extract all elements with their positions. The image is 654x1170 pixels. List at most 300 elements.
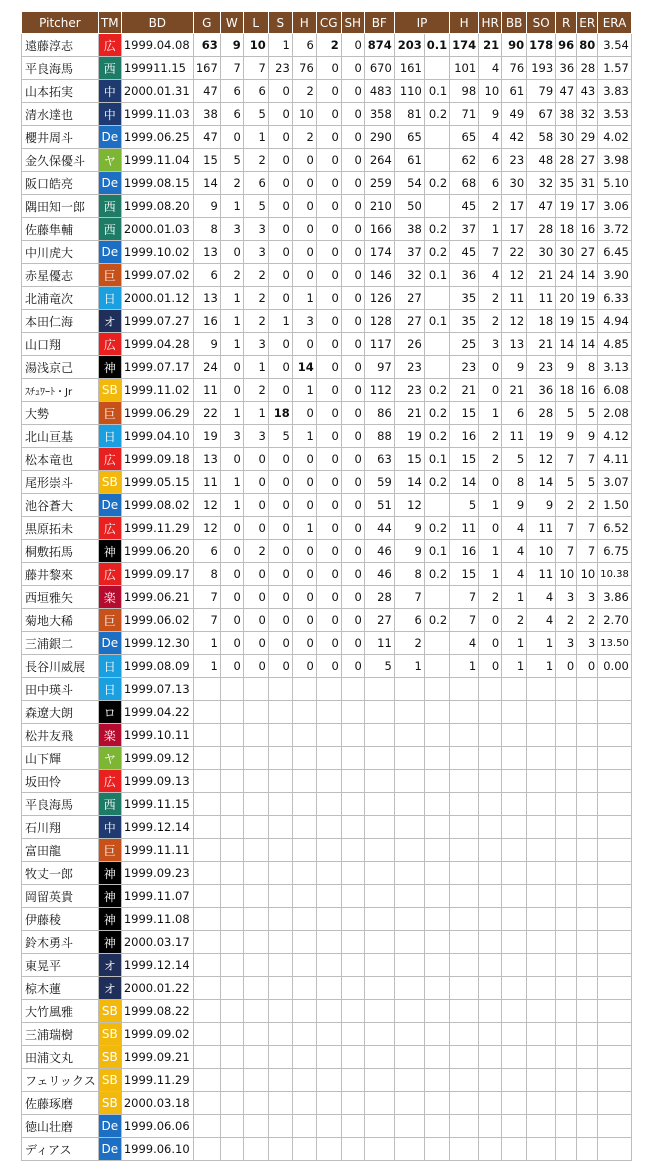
stat-cell bbox=[450, 678, 479, 701]
column-header: BF bbox=[364, 12, 394, 34]
stat-cell: 126 bbox=[364, 287, 394, 310]
column-header: H bbox=[450, 12, 479, 34]
stat-cell bbox=[316, 1069, 341, 1092]
stat-cell: 17 bbox=[577, 195, 598, 218]
birth-date: 2000.03.18 bbox=[121, 1092, 193, 1115]
stat-cell: 0.2 bbox=[424, 563, 449, 586]
stat-cell bbox=[193, 1138, 220, 1161]
birth-date: 1999.11.29 bbox=[121, 517, 193, 540]
stat-cell: 0 bbox=[479, 517, 502, 540]
stat-cell bbox=[292, 816, 316, 839]
stat-cell: 0 bbox=[268, 126, 292, 149]
table-row bbox=[22, 57, 632, 80]
stat-cell: 6 bbox=[193, 264, 220, 287]
birth-date: 1999.04.08 bbox=[121, 34, 193, 57]
stat-cell bbox=[598, 793, 632, 816]
stat-cell bbox=[292, 862, 316, 885]
stat-cell bbox=[394, 701, 424, 724]
stat-cell bbox=[292, 1000, 316, 1023]
stat-cell bbox=[268, 747, 292, 770]
stat-cell bbox=[394, 747, 424, 770]
stat-cell bbox=[527, 885, 556, 908]
stat-cell: 9 bbox=[527, 494, 556, 517]
stat-cell: 1 bbox=[292, 379, 316, 402]
stat-cell bbox=[243, 885, 268, 908]
stat-cell: 3 bbox=[220, 425, 243, 448]
stat-cell: 14 bbox=[193, 172, 220, 195]
stat-cell: 112 bbox=[364, 379, 394, 402]
birth-date: 1999.09.18 bbox=[121, 448, 193, 471]
pitcher-name: 池谷蒼大 bbox=[22, 494, 99, 517]
stat-cell: 5 bbox=[556, 471, 577, 494]
stat-cell: 0 bbox=[316, 57, 341, 80]
stat-cell: 28 bbox=[556, 149, 577, 172]
stat-cell bbox=[556, 954, 577, 977]
stat-cell bbox=[502, 1069, 527, 1092]
stat-cell bbox=[268, 770, 292, 793]
stat-cell: 9 bbox=[577, 425, 598, 448]
stat-cell bbox=[341, 908, 364, 931]
stat-cell bbox=[193, 770, 220, 793]
stat-cell: 11 bbox=[527, 287, 556, 310]
stat-cell: 44 bbox=[364, 517, 394, 540]
stat-cell: 1 bbox=[220, 310, 243, 333]
stat-cell bbox=[450, 954, 479, 977]
stat-cell bbox=[316, 954, 341, 977]
birth-date: 1999.10.02 bbox=[121, 241, 193, 264]
stat-cell: 1 bbox=[527, 632, 556, 655]
stat-cell bbox=[292, 954, 316, 977]
stat-cell bbox=[268, 1023, 292, 1046]
stat-cell bbox=[268, 954, 292, 977]
stat-cell: 0 bbox=[268, 379, 292, 402]
stat-cell bbox=[341, 1069, 364, 1092]
stat-cell bbox=[424, 770, 449, 793]
stat-cell: 23 bbox=[394, 379, 424, 402]
table-row bbox=[22, 80, 632, 103]
stat-cell: 9 bbox=[556, 425, 577, 448]
team-badge: 広 bbox=[98, 563, 121, 586]
stat-cell: 0 bbox=[316, 471, 341, 494]
stat-cell bbox=[527, 931, 556, 954]
stat-cell: 0 bbox=[268, 172, 292, 195]
stat-cell bbox=[220, 908, 243, 931]
table-row bbox=[22, 701, 632, 724]
stat-cell: 38 bbox=[556, 103, 577, 126]
stat-cell bbox=[598, 1138, 632, 1161]
stat-cell: 47 bbox=[527, 195, 556, 218]
stat-cell: 0.2 bbox=[424, 172, 449, 195]
stat-cell: 0 bbox=[341, 494, 364, 517]
table-row bbox=[22, 195, 632, 218]
stat-cell: 98 bbox=[450, 80, 479, 103]
stat-cell: 3.86 bbox=[598, 586, 632, 609]
stat-cell: 0 bbox=[220, 586, 243, 609]
stat-cell: 2 bbox=[502, 609, 527, 632]
stat-cell: 0 bbox=[341, 586, 364, 609]
stat-cell bbox=[527, 954, 556, 977]
stat-cell bbox=[243, 862, 268, 885]
stat-cell: 0 bbox=[268, 80, 292, 103]
stat-cell bbox=[479, 931, 502, 954]
stat-cell bbox=[394, 885, 424, 908]
stat-cell: 3 bbox=[556, 586, 577, 609]
stat-cell bbox=[364, 793, 394, 816]
stat-cell: 0 bbox=[268, 448, 292, 471]
stat-cell: 0 bbox=[316, 80, 341, 103]
table-row bbox=[22, 379, 632, 402]
team-badge: ヤ bbox=[98, 149, 121, 172]
stat-cell bbox=[243, 816, 268, 839]
stat-cell bbox=[364, 678, 394, 701]
table-row bbox=[22, 839, 632, 862]
stat-cell: 15 bbox=[450, 402, 479, 425]
team-badge: De bbox=[98, 1138, 121, 1161]
stat-cell: 19 bbox=[556, 195, 577, 218]
stat-cell: 46 bbox=[364, 563, 394, 586]
stat-cell bbox=[424, 655, 449, 678]
stat-cell: 0.1 bbox=[424, 264, 449, 287]
stat-cell: 16 bbox=[193, 310, 220, 333]
stat-cell bbox=[268, 793, 292, 816]
stat-cell: 27 bbox=[577, 241, 598, 264]
table-row bbox=[22, 241, 632, 264]
stat-cell bbox=[502, 862, 527, 885]
stat-cell: 14 bbox=[292, 356, 316, 379]
stat-cell bbox=[364, 931, 394, 954]
stat-cell: 1 bbox=[268, 310, 292, 333]
stat-cell: 43 bbox=[577, 80, 598, 103]
birth-date: 1999.08.15 bbox=[121, 172, 193, 195]
stat-cell: 19 bbox=[193, 425, 220, 448]
stat-cell: 2.08 bbox=[598, 402, 632, 425]
stat-cell: 11 bbox=[193, 471, 220, 494]
stat-cell: 7 bbox=[450, 609, 479, 632]
stat-cell: 1 bbox=[220, 195, 243, 218]
stat-cell bbox=[424, 977, 449, 1000]
stat-cell bbox=[394, 1023, 424, 1046]
stat-cell bbox=[243, 1023, 268, 1046]
stat-cell bbox=[364, 885, 394, 908]
stat-cell bbox=[450, 793, 479, 816]
stat-cell: 6 bbox=[479, 149, 502, 172]
stat-cell bbox=[424, 586, 449, 609]
stat-cell: 0 bbox=[316, 149, 341, 172]
table-row bbox=[22, 402, 632, 425]
stat-cell: 0 bbox=[243, 494, 268, 517]
stat-cell bbox=[316, 931, 341, 954]
stat-cell: 12 bbox=[527, 448, 556, 471]
stat-cell: 48 bbox=[527, 149, 556, 172]
stat-cell: 0 bbox=[479, 356, 502, 379]
stat-cell bbox=[424, 701, 449, 724]
birth-date: 1999.11.15 bbox=[121, 793, 193, 816]
stat-cell: 10 bbox=[577, 563, 598, 586]
stat-cell bbox=[598, 954, 632, 977]
stat-cell: 0 bbox=[341, 402, 364, 425]
stat-cell: 37 bbox=[394, 241, 424, 264]
stat-cell: 23 bbox=[450, 356, 479, 379]
team-badge: 日 bbox=[98, 678, 121, 701]
stat-cell bbox=[268, 1069, 292, 1092]
stat-cell: 0.1 bbox=[424, 34, 449, 57]
birth-date: 2000.03.17 bbox=[121, 931, 193, 954]
stat-cell bbox=[341, 724, 364, 747]
stat-cell: 0 bbox=[220, 241, 243, 264]
stat-cell bbox=[394, 1000, 424, 1023]
stat-cell bbox=[341, 1046, 364, 1069]
stat-cell bbox=[577, 885, 598, 908]
pitcher-name: 坂田怜 bbox=[22, 770, 99, 793]
stat-cell: 0 bbox=[316, 264, 341, 287]
stat-cell bbox=[220, 885, 243, 908]
birth-date: 1999.06.10 bbox=[121, 1138, 193, 1161]
stat-cell: 1 bbox=[220, 402, 243, 425]
stat-cell: 6 bbox=[394, 609, 424, 632]
stat-cell: 47 bbox=[556, 80, 577, 103]
team-badge: SB bbox=[98, 1023, 121, 1046]
stat-cell bbox=[577, 1000, 598, 1023]
birth-date: 2000.01.31 bbox=[121, 80, 193, 103]
birth-date: 1999.04.10 bbox=[121, 425, 193, 448]
stat-cell bbox=[243, 1000, 268, 1023]
stat-cell: 128 bbox=[364, 310, 394, 333]
stat-cell: 0 bbox=[316, 103, 341, 126]
stat-cell: 10 bbox=[292, 103, 316, 126]
stat-cell bbox=[341, 770, 364, 793]
stat-cell bbox=[450, 816, 479, 839]
stat-cell: 14 bbox=[394, 471, 424, 494]
stat-cell bbox=[556, 839, 577, 862]
stat-cell: 0 bbox=[341, 448, 364, 471]
stat-cell bbox=[220, 770, 243, 793]
stat-cell bbox=[394, 977, 424, 1000]
stat-cell: 15 bbox=[193, 149, 220, 172]
pitcher-stats-table bbox=[21, 11, 632, 1161]
stat-cell: 0 bbox=[316, 425, 341, 448]
stat-cell: 2 bbox=[243, 379, 268, 402]
team-badge: De bbox=[98, 494, 121, 517]
stat-cell bbox=[450, 1000, 479, 1023]
column-header: G bbox=[193, 12, 220, 34]
stat-cell: 9 bbox=[394, 517, 424, 540]
stat-cell bbox=[292, 701, 316, 724]
stat-cell bbox=[292, 931, 316, 954]
stat-cell: 36 bbox=[527, 379, 556, 402]
stat-cell: 0 bbox=[268, 632, 292, 655]
stat-cell bbox=[556, 793, 577, 816]
stat-cell bbox=[479, 1069, 502, 1092]
stat-cell bbox=[341, 885, 364, 908]
stat-cell bbox=[292, 747, 316, 770]
stat-cell bbox=[193, 701, 220, 724]
stat-cell: 18 bbox=[527, 310, 556, 333]
stat-cell bbox=[292, 908, 316, 931]
stat-cell bbox=[220, 816, 243, 839]
stat-cell: 2 bbox=[556, 494, 577, 517]
stat-cell bbox=[292, 1046, 316, 1069]
stat-cell bbox=[556, 862, 577, 885]
stat-cell: 0 bbox=[268, 241, 292, 264]
team-badge: 西 bbox=[98, 195, 121, 218]
stat-cell bbox=[292, 885, 316, 908]
pitcher-name: 遠藤淳志 bbox=[22, 34, 99, 57]
stat-cell bbox=[243, 747, 268, 770]
stat-cell: 0 bbox=[268, 195, 292, 218]
team-badge: 広 bbox=[98, 34, 121, 57]
stat-cell: 670 bbox=[364, 57, 394, 80]
stat-cell bbox=[268, 931, 292, 954]
stat-cell bbox=[193, 1069, 220, 1092]
stat-cell bbox=[556, 701, 577, 724]
stat-cell: 45 bbox=[450, 195, 479, 218]
stat-cell: 9 bbox=[394, 540, 424, 563]
stat-cell bbox=[479, 724, 502, 747]
stat-cell: 2 bbox=[577, 494, 598, 517]
stat-cell: 0 bbox=[341, 425, 364, 448]
table-row bbox=[22, 1023, 632, 1046]
stat-cell: 0 bbox=[292, 609, 316, 632]
stat-cell bbox=[268, 885, 292, 908]
stat-cell: 7 bbox=[220, 57, 243, 80]
stat-cell: 0 bbox=[268, 517, 292, 540]
stat-cell: 4 bbox=[527, 609, 556, 632]
stat-cell bbox=[424, 678, 449, 701]
stat-cell bbox=[556, 1023, 577, 1046]
column-header: ER bbox=[577, 12, 598, 34]
stat-cell bbox=[364, 954, 394, 977]
stat-cell bbox=[341, 1000, 364, 1023]
stat-cell bbox=[577, 1092, 598, 1115]
stat-cell: 68 bbox=[450, 172, 479, 195]
stat-cell bbox=[479, 839, 502, 862]
stat-cell: 8 bbox=[394, 563, 424, 586]
stat-cell bbox=[479, 908, 502, 931]
stat-cell bbox=[527, 1000, 556, 1023]
stat-cell: 76 bbox=[292, 57, 316, 80]
pitcher-name: 松本竜也 bbox=[22, 448, 99, 471]
stat-cell bbox=[243, 770, 268, 793]
table-row bbox=[22, 1069, 632, 1092]
table-row bbox=[22, 655, 632, 678]
stat-cell bbox=[424, 862, 449, 885]
stat-cell bbox=[268, 701, 292, 724]
stat-cell bbox=[450, 1069, 479, 1092]
stat-cell bbox=[243, 1138, 268, 1161]
stat-cell bbox=[424, 632, 449, 655]
stat-cell: 18 bbox=[268, 402, 292, 425]
stat-cell: 76 bbox=[502, 57, 527, 80]
stat-cell: 0 bbox=[220, 517, 243, 540]
stat-cell: 8 bbox=[193, 563, 220, 586]
stat-cell: 3 bbox=[292, 310, 316, 333]
stat-cell bbox=[527, 1046, 556, 1069]
stat-cell bbox=[243, 908, 268, 931]
stat-cell: 25 bbox=[450, 333, 479, 356]
stat-cell: 0 bbox=[341, 287, 364, 310]
stat-cell: 32 bbox=[527, 172, 556, 195]
stat-cell: 2 bbox=[292, 80, 316, 103]
stat-cell: 0 bbox=[220, 126, 243, 149]
stat-cell: 2 bbox=[479, 586, 502, 609]
stat-cell: 0 bbox=[268, 563, 292, 586]
team-badge: 楽 bbox=[98, 724, 121, 747]
stat-cell bbox=[598, 724, 632, 747]
stat-cell: 2 bbox=[292, 126, 316, 149]
stat-cell: 0 bbox=[292, 149, 316, 172]
stat-cell bbox=[598, 1092, 632, 1115]
stat-cell bbox=[450, 724, 479, 747]
stat-cell bbox=[424, 195, 449, 218]
table-row bbox=[22, 494, 632, 517]
stat-cell bbox=[424, 126, 449, 149]
stat-cell: 0 bbox=[341, 195, 364, 218]
stat-cell: 21 bbox=[502, 379, 527, 402]
stat-cell bbox=[341, 839, 364, 862]
stat-cell bbox=[424, 954, 449, 977]
pitcher-name: 岡留英貴 bbox=[22, 885, 99, 908]
stat-cell: 9 bbox=[556, 356, 577, 379]
stat-cell bbox=[577, 678, 598, 701]
birth-date: 1999.12.14 bbox=[121, 816, 193, 839]
stat-cell: 166 bbox=[364, 218, 394, 241]
table-row bbox=[22, 1115, 632, 1138]
pitcher-name: 櫻井周斗 bbox=[22, 126, 99, 149]
stat-cell: 0 bbox=[341, 563, 364, 586]
stat-cell bbox=[394, 954, 424, 977]
stat-cell: 4.12 bbox=[598, 425, 632, 448]
stat-cell: 3 bbox=[243, 425, 268, 448]
pitcher-name: フェリックス bbox=[22, 1069, 99, 1092]
stat-cell: 4 bbox=[502, 563, 527, 586]
stat-cell: 6.33 bbox=[598, 287, 632, 310]
birth-date: 1999.12.14 bbox=[121, 954, 193, 977]
stat-cell: 3 bbox=[556, 632, 577, 655]
stat-cell: 1 bbox=[292, 287, 316, 310]
column-header: IP bbox=[394, 12, 449, 34]
stat-cell: 0 bbox=[316, 655, 341, 678]
team-badge: SB bbox=[98, 379, 121, 402]
stat-cell: 3.53 bbox=[598, 103, 632, 126]
stat-cell: 0 bbox=[479, 379, 502, 402]
stat-cell bbox=[193, 678, 220, 701]
stat-cell: 11 bbox=[450, 517, 479, 540]
stat-cell: 178 bbox=[527, 34, 556, 57]
stat-cell bbox=[193, 816, 220, 839]
stat-cell: 0 bbox=[341, 241, 364, 264]
stat-cell bbox=[577, 1046, 598, 1069]
stat-cell: 47 bbox=[193, 126, 220, 149]
stat-cell bbox=[527, 1138, 556, 1161]
stat-cell: 0 bbox=[220, 379, 243, 402]
stat-cell: 5 bbox=[364, 655, 394, 678]
stat-cell: 35 bbox=[556, 172, 577, 195]
stat-cell: 1 bbox=[479, 218, 502, 241]
stat-cell: 7 bbox=[577, 517, 598, 540]
stat-cell bbox=[243, 724, 268, 747]
stat-cell: 0 bbox=[292, 632, 316, 655]
stat-cell bbox=[220, 839, 243, 862]
stat-cell bbox=[316, 1000, 341, 1023]
table-row bbox=[22, 540, 632, 563]
stat-cell: 0 bbox=[268, 494, 292, 517]
table-row bbox=[22, 816, 632, 839]
stat-cell bbox=[268, 1115, 292, 1138]
stat-cell: 20 bbox=[556, 287, 577, 310]
stat-cell: 3.54 bbox=[598, 34, 632, 57]
team-badge: 神 bbox=[98, 885, 121, 908]
stat-cell bbox=[424, 885, 449, 908]
